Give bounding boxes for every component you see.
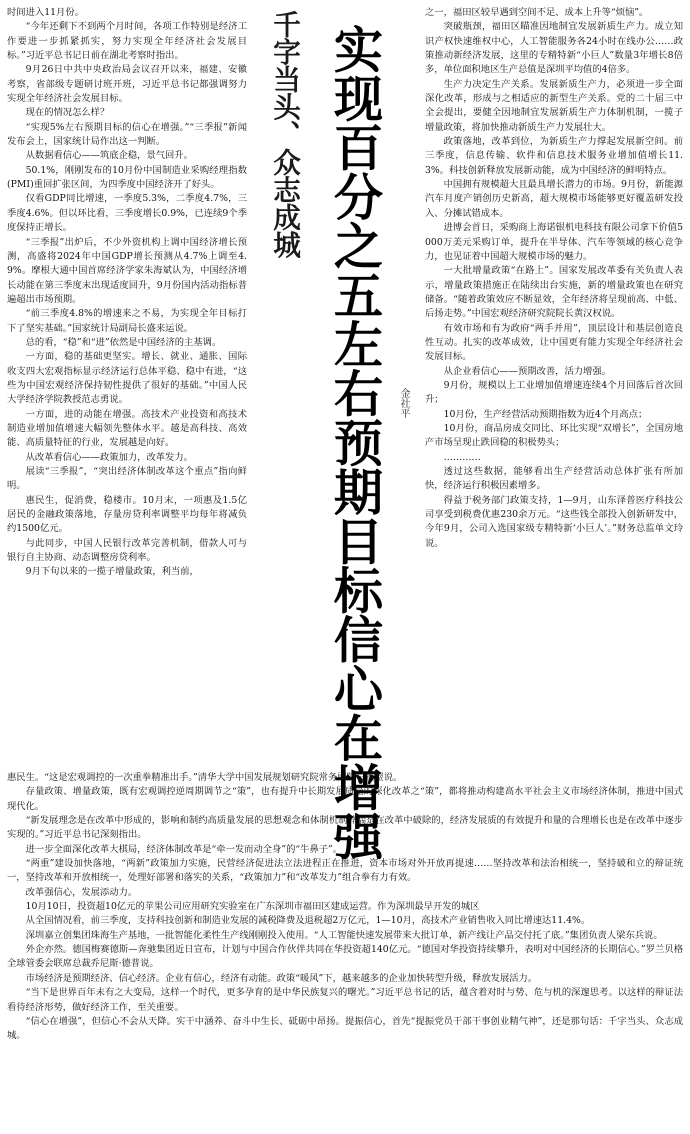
paragraph: 有效市场和有为政府“两手并用”，顶层设计和基层创造良性互动。扎实的改革成效，让中国更有能力实现全年经济社会发展目标。 — [425, 322, 683, 363]
paragraph: 改革强信心，发展添动力。 — [25, 886, 138, 898]
paragraph: 市场经济是预期经济、信心经济。企业有信心，经济有动能。政策“暖风”下，越来越多的企业加快转型升级，释放发展活力。 — [25, 972, 538, 984]
paragraph: “当下是世界百年未有之大变局，这样一个时代，更多孕育的是中华民族复兴的曙光。”习近平总书记的话，蕴含着对时与势、危与机的深邃思考。以这样的辩证法看待经济形势，做好经济工作，至关重要。 — [7, 987, 683, 1013]
paragraph: 9月26日中共中央政治局会议召开以来，福建、安徽考察，省部级专题研讨班开班，习近平总书记都强调努力实现全年经济社会发展目标。 — [7, 64, 247, 105]
article-column-left — [7, 6, 247, 768]
paragraph: 9月份，规模以上工业增加值增速连续4个月回落后首次回升； — [425, 379, 683, 406]
paragraph: “信心在增强”，但信心不会从天降。实干中涵养、奋斗中生长、砥砺中昂扬。提振信心，首先“提振党员干部干事创业精气神”，还是那句话：千字当头、众志成城。 — [7, 1015, 683, 1042]
paragraph: 10月10日，投资超10亿元的苹果公司应用研究实验室在广东深圳市福田区建成运营。作为深圳最早开发的城区 — [25, 901, 480, 913]
paragraph: 从企业看信心——预期改善，活力增强。 — [443, 365, 611, 377]
paragraph: 9月下旬以来的一揽子增量政策，利当前， — [25, 566, 199, 578]
paragraph: “新发展理念是在改革中形成的，影响和制约高质量发展的思想观念和体制机制弊端是在改革中破除的，经济发展质的有效提升和量的合理增长也是在改革中逐步实现的。”习近平总书记深刻指出。 — [7, 815, 683, 841]
paragraph: 总的看，“稳”和“进”依然是中国经济的主基调。 — [25, 336, 222, 348]
article-column-bottom — [7, 771, 683, 1131]
paragraph: 透过这些数据，能够看出生产经营活动总体扩张有所加快，经济运行积极因素增多。 — [425, 466, 683, 492]
paragraph: 政策落地，改革到位，为新质生产力撑起发展新空间。前三季度，信息传输、软件和信息技术服务业增加值增长11.3%。科技创新释放发展新动能，成为中国经济的鲜明特点。 — [425, 136, 683, 176]
paragraph: 深圳嘉立创集团珠海生产基地，一批智能化柔性生产线刚刚投入使用。“人工智能快速发展带来大批订单，新产线让产品交付托了底。”集团负责人梁东兵说。 — [25, 929, 663, 941]
paragraph: 与此同步，中国人民银行改革完善机制，借款人可与银行自主协商、动态调整房贷利率。 — [7, 537, 247, 564]
paragraph: 50.1%，刚刚发布的10月份中国制造业采购经理指数(PMI)重回扩张区间，为四季度中国经济开了好头。 — [7, 164, 247, 191]
paragraph: 惠民生。“这是宏观调控的一次重拳精准出手。”清华大学中国发展规划研究院常务副院长董煜说。 — [7, 772, 403, 783]
paragraph: 进一步全面深化改革大棋局，经济体制改革是“牵一发而动全身”的“牛鼻子”。 — [25, 843, 343, 855]
article-title: 实现百分之五左右预期目标信心在增强 — [326, 24, 384, 861]
paragraph: “两重”建设加快落地，“两新”政策加力实施，民营经济促进法立法进程正在推进，资本市场对外开放再提速……坚持改革和法治相统一，坚持破和立的辩证统一，坚持改革和开放相统一，处理好部署和落实的关系，“政策加力”和“改革发力”组合拳有力有效。 — [7, 858, 683, 884]
paragraph: “实现5%左右预期目标的信心在增强。”“三季报”新闻发布会上，国家统计局作出这一判断。 — [7, 121, 247, 148]
paragraph: 10月份，生产经营活动预期指数为近4个月高点； — [443, 408, 648, 420]
paragraph: “今年还剩下不到两个月时间，各项工作特别是经济工作要进一步抓紧抓实，努力实现全年经济社会发展目标。”习近平总书记日前在湖北考察时指出。 — [7, 21, 247, 62]
article-byline: 金社平 — [398, 388, 409, 418]
article-subtitle: 千字当头、众志成城 — [268, 10, 301, 259]
paragraph: 中国拥有规模超大且最具增长潜力的市场。9月份，新能源汽车月度产销创历史新高，超大规模市场能够更好覆盖研发投入、分摊试错成本。 — [425, 179, 683, 219]
paragraph: 外企亦然。德国梅赛德斯—奔驰集团近日宣布，计划与中国合作伙伴共同在华投资超140亿元。“德国对华投资持续攀升，表明对中国经济的长期信心。”罗兰贝格全球管委会联席总裁乔尼斯·德普说。 — [7, 944, 683, 970]
paragraph: 一方面，进的动能在增强。高技术产业投资和高技术制造业增加值增速大幅领先整体水平。越是高科技、高效能、高质量特征的行业，发展越是向好。 — [7, 408, 247, 449]
paragraph: 之一，福田区较早遇到空间不足、成本上升等“烦恼”。 — [425, 7, 649, 18]
paragraph: 仅看GDP同比增速，一季度5.3%，二季度4.7%，三季度4.6%。但以环比看，三季度增长0.9%，已连续9个季度保持正增长。 — [7, 193, 247, 234]
paragraph: 展读“三季报”，“突出经济体制改革这个重点”指向鲜明。 — [7, 466, 247, 492]
paragraph: 从全国情况看，前三季度，支持科技创新和制造业发展的减税降费及退税超2万亿元，1—10月，高技术产业销售收入同比增速达11.4%。 — [25, 915, 591, 927]
paragraph: 得益于税务部门政策支持，1—9月，山东泽普医疗科技公司享受到税费优惠230余万元。“这些钱全部投入创新研发中，今年9月，公司入选国家级专精特新‘小巨人’。”财务总监单文玲说。 — [425, 494, 683, 549]
paragraph: 现在的情况怎么样？ — [25, 107, 110, 119]
paragraph: 生产力决定生产关系。发展新质生产力，必须进一步全面深化改革，形成与之相适应的新型生产关系。党的二十届三中全会提出，要健全因地制宜发展新质生产力体制机制，一揽子增量政策，将加快推动新质生产力发展壮大。 — [425, 78, 683, 133]
paragraph: 突破瓶颈，福田区瞄准因地制宜发展新质生产力。成立知识产权快速维权中心，人工智能服务各24小时在线办公……政策推动新经济发展，这里的专精特新“小巨人”数量3年增长8倍多，单位面积地区生产总值是深圳平均值的4倍多。 — [425, 21, 683, 76]
paragraph: 存量政策、增量政策，既有宏观调控逆周期调节之“策”，也有提升中长期发展质量的深化改革之“策”，都将推动构建高水平社会主义市场经济体制，推进中国式现代化。 — [7, 786, 683, 812]
paragraph: 时间进入11月份。 — [7, 7, 84, 18]
paragraph: “三季报”出炉后，不少外资机构上调中国经济增长预测，高盛将2024年中国GDP增长预测从4.7%上调至4.9%。摩根大通中国首席经济学家朱海斌认为，中国经济增长动能在第三季度末出现适度回升，9月份国内活动指标普遍超出市场预期。 — [7, 236, 247, 305]
paragraph: 一大批增量政策“在路上”。国家发展改革委有关负责人表示，增量政策措施正在陆续出台实施，新的增量政策也在研究储备。“随着政策效应不断显效，全年经济将呈现前高、中低、后扬走势。”中国宏观经济研究院院长黄汉权说。 — [425, 265, 683, 320]
paragraph: 从改革看信心——政策加力，改革发力。 — [25, 451, 193, 463]
paragraph: ………… — [443, 451, 481, 463]
paragraph: 一方面，稳的基础更坚实。增长、就业、通胀、国际收支四大宏观指标显示经济运行总体平稳、稳中有进，“这些为中国宏观经济保持韧性提供了很好的基础。”中国人民大学经济学院教授范志勇说。 — [7, 351, 247, 406]
paragraph: 10月份，商品房成交同比、环比实现“双增长”，全国房地产市场呈现止跌回稳的积极势头； — [425, 422, 683, 449]
article-column-right — [425, 6, 683, 768]
paragraph: “前三季度4.8%的增速来之不易，为实现全年目标打下了坚实基础。”国家统计局副局长盛来运说。 — [7, 308, 247, 334]
paragraph: 从数据看信心——筑底企稳，景气回升。 — [25, 150, 193, 162]
paragraph: 进博会首日，采购商上海诺银机电科技有限公司拿下价值5000万美元采购订单，提升在半导体、汽车等领域的核心竞争力，也见证着中国超大规模市场的魅力。 — [425, 222, 683, 262]
paragraph: 惠民生，促消费，稳楼市。10月末，一项惠及1.5亿居民的金融政策落地，存量房贷利率调整平均每年将减负约1500亿元。 — [7, 494, 247, 535]
